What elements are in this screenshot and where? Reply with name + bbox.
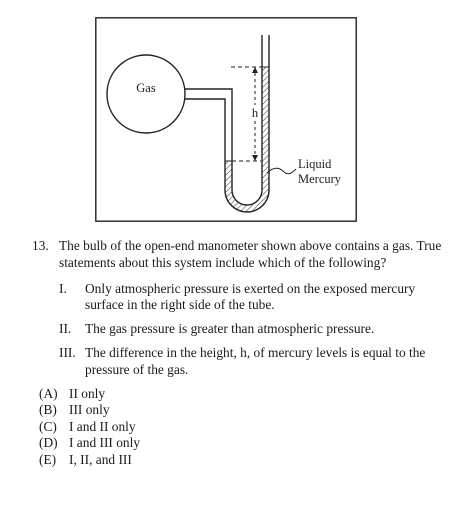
answer-choice[interactable] xyxy=(39,402,442,419)
question-number: 13. xyxy=(32,238,49,253)
statement-item xyxy=(59,345,442,379)
choice-text: III only xyxy=(69,402,110,418)
choice-text: II only xyxy=(69,385,106,401)
manometer-diagram xyxy=(95,17,357,222)
choice-text: I, II, and III xyxy=(69,451,132,467)
statement-numeral: I. xyxy=(59,280,67,296)
answer-choices xyxy=(39,386,442,469)
statement-list xyxy=(59,281,442,379)
statement-text: The gas pressure is greater than atmospheric pressure. xyxy=(85,321,375,337)
answer-choice[interactable] xyxy=(39,452,442,469)
choice-letter: (E) xyxy=(39,451,57,467)
choice-letter: (D) xyxy=(39,435,58,451)
statement-numeral: II. xyxy=(59,321,72,337)
question-stem xyxy=(32,238,442,272)
choice-letter: (A) xyxy=(39,385,58,401)
choice-text: I and III only xyxy=(69,435,141,451)
statement-numeral: III. xyxy=(59,344,76,360)
question-text: The bulb of the open-end manometer shown above contains a gas. True statements about this system include which of the following? xyxy=(59,238,442,270)
statement-text: Only atmospheric pressure is exerted on the exposed mercury surface in the right side of the tube. xyxy=(85,280,416,313)
height-label: h xyxy=(251,106,259,120)
choice-text: I and II only xyxy=(69,418,136,434)
choice-letter: (B) xyxy=(39,402,57,418)
statement-item xyxy=(59,281,442,315)
statement-item xyxy=(59,321,442,338)
mercury-label: Mercury xyxy=(298,172,342,186)
liquid-label: Liquid xyxy=(298,157,332,171)
gas-label: Gas xyxy=(136,81,156,95)
answer-choice[interactable] xyxy=(39,386,442,403)
choice-letter: (C) xyxy=(39,418,57,434)
answer-choice[interactable] xyxy=(39,419,442,436)
statement-text: The difference in the height, h, of mercury levels is equal to the pressure of the gas. xyxy=(85,344,426,377)
tube-outer-wall xyxy=(185,35,262,205)
question-block xyxy=(32,238,442,468)
answer-choice[interactable] xyxy=(39,435,442,452)
liquid-leader-line xyxy=(267,168,296,174)
